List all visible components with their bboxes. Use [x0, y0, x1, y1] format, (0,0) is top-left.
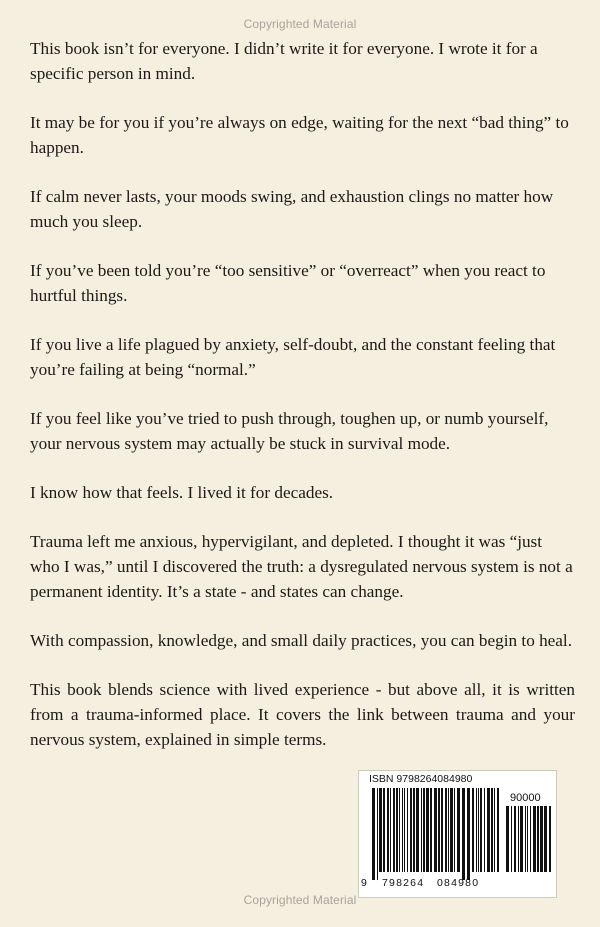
barcode-bar	[426, 788, 429, 872]
barcode-bar	[423, 788, 425, 872]
paragraph-9: With compassion, knowledge, and small daily practices, you can begin to heal.	[30, 631, 573, 650]
barcode-bar	[399, 788, 400, 872]
paragraph-10: This book blends science with lived experience - but above all, it is written from a trauma-informed place. It covers the link between trauma and your nervous system, explained in simple terms.	[30, 680, 575, 749]
barcode-bar	[462, 788, 465, 880]
paragraph-2: It may be for you if you’re always on edge, waiting for the next “bad thing” to happen.	[30, 113, 569, 157]
barcode-bar	[404, 788, 405, 872]
barcode-bar	[494, 788, 495, 872]
isbn-label: ISBN 9798264084980	[369, 773, 473, 785]
barcode-bar	[379, 788, 382, 872]
isbn-barcode	[358, 770, 557, 898]
barcode-bar	[413, 788, 415, 872]
barcode-bar	[472, 788, 474, 872]
paragraph-3: If calm never lasts, your moods swing, and exhaustion clings no matter how much you sleep.	[30, 187, 554, 231]
barcode-bar	[530, 806, 531, 872]
barcode-digits-right: 084980	[437, 877, 480, 889]
barcode-bar	[387, 788, 389, 872]
barcode-bar	[410, 788, 412, 872]
barcode-bar	[454, 788, 455, 872]
barcode-bar	[438, 788, 440, 872]
barcode-bar	[430, 788, 432, 872]
barcode-bar	[372, 788, 375, 880]
barcode-bar	[457, 788, 460, 872]
barcode-bar	[467, 788, 470, 880]
paragraph-7: I know how that feels. I lived it for decades.	[30, 483, 334, 502]
barcode-bar	[476, 788, 477, 872]
paragraph-6: If you feel like you’ve tried to push through, toughen up, or numb yourself, your nervous system may actually be stuck in survival mode.	[30, 409, 549, 453]
barcode-bars-main	[372, 788, 500, 880]
barcode-bar	[527, 806, 528, 872]
barcode-bar	[487, 788, 490, 872]
watermark-bottom: Copyrighted Material	[243, 893, 357, 907]
barcode-bar	[540, 806, 543, 872]
barcode-bar	[491, 788, 493, 872]
barcode-bar	[416, 788, 419, 872]
barcode-bar	[434, 788, 437, 872]
paragraph-5: If you live a life plagued by anxiety, self-doubt, and the constant feeling that you’re failing at being “normal.”	[30, 335, 556, 379]
barcode-bar	[514, 806, 516, 872]
blurb-text	[30, 36, 575, 776]
barcode-bar	[390, 788, 391, 872]
barcode-bars-addon	[506, 806, 552, 880]
barcode-bar	[441, 788, 443, 872]
barcode-bar	[448, 788, 449, 872]
barcode-bar	[383, 788, 385, 872]
barcode-bar	[520, 806, 523, 872]
barcode-bar	[537, 806, 539, 872]
paragraph-1: This book isn’t for everyone. I didn’t write it for everyone. I wrote it for a specific person in mind.	[30, 39, 538, 83]
barcode-bar	[544, 806, 547, 872]
barcode-digits-left: 798264	[382, 877, 425, 889]
barcode-bar	[421, 788, 422, 872]
barcode-bar	[396, 788, 398, 872]
price-code: 90000	[510, 792, 541, 804]
barcode-bar	[511, 806, 512, 872]
barcode-bar	[402, 788, 403, 872]
barcode-digit-first: 9	[361, 877, 367, 889]
barcode-bar	[407, 788, 408, 872]
barcode-bar	[484, 788, 485, 872]
barcode-bar	[525, 806, 526, 872]
barcode-bar	[393, 788, 395, 872]
barcode-bar	[533, 806, 536, 872]
barcode-bar	[450, 788, 453, 872]
paragraph-8: Trauma left me anxious, hypervigilant, and depleted. I thought it was “just who I was,” until I discovered the truth: a dysregulated nervous system is not a permanent identity. It’s a state - and states can change.	[30, 532, 573, 601]
barcode-bar	[478, 788, 479, 872]
barcode-bar	[506, 806, 509, 872]
barcode-bar	[549, 806, 551, 872]
paragraph-4: If you’ve been told you’re “too sensitive” or “overreact” when you react to hurtful things.	[30, 261, 546, 305]
barcode-bar	[480, 788, 482, 872]
barcode-bar	[445, 788, 447, 872]
barcode-bar	[518, 806, 519, 872]
barcode-bar	[497, 788, 499, 872]
barcode-bar	[377, 788, 378, 880]
watermark-top: Copyrighted Material	[243, 17, 357, 31]
